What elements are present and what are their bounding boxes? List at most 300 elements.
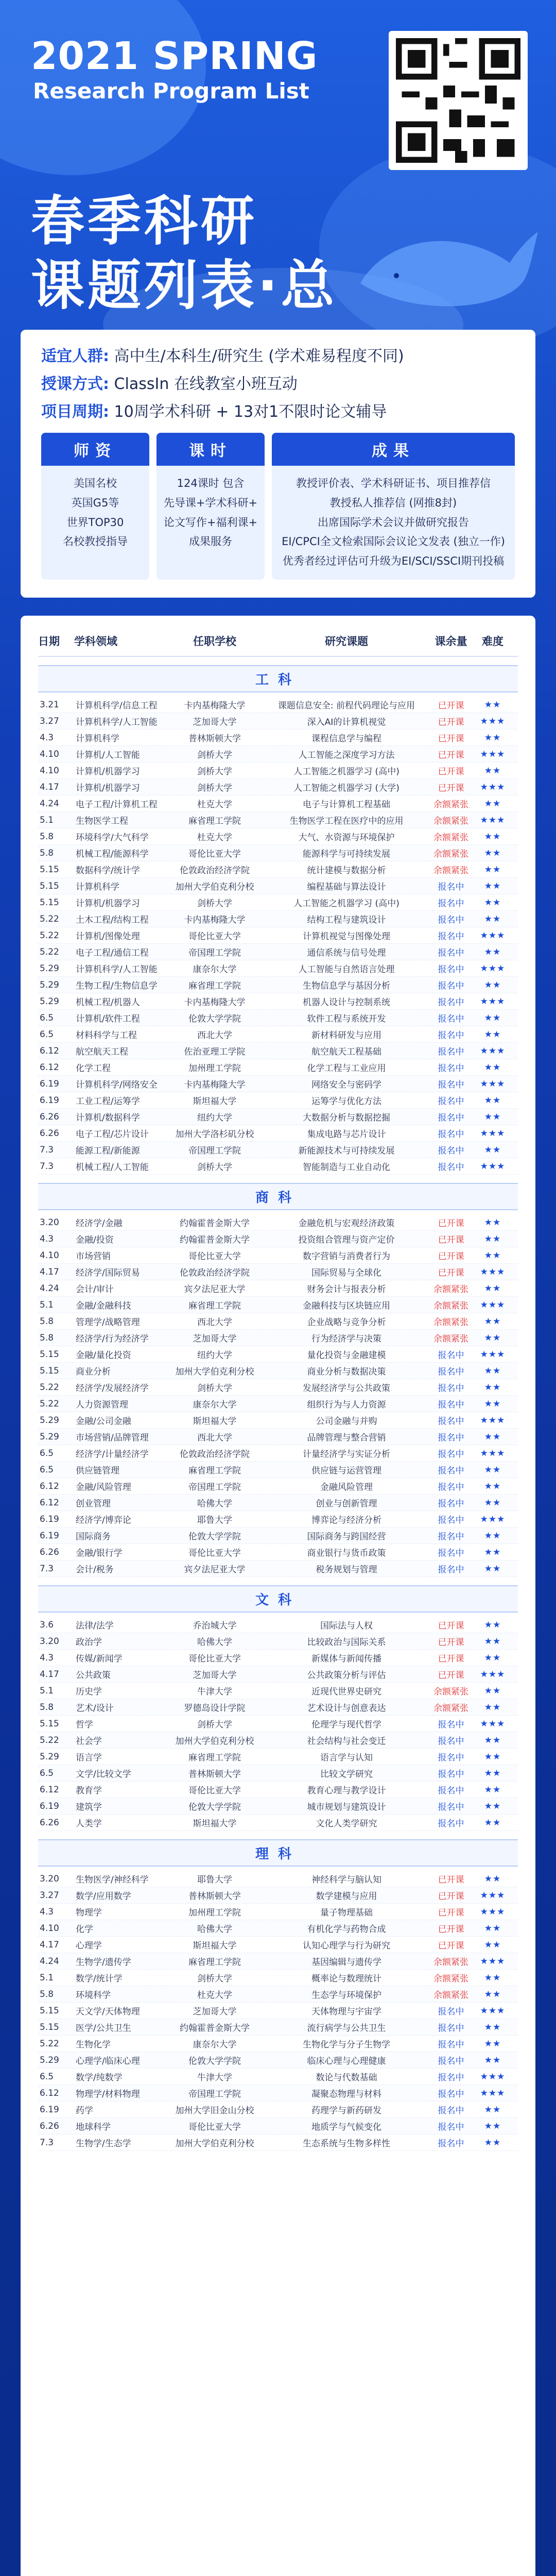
row-difficulty: ★★★ <box>480 1514 506 1524</box>
row-school: 宾夕法尼亚大学 <box>184 1284 246 1295</box>
section-rows <box>38 1617 518 1831</box>
row-status: 已开课 <box>438 1908 464 1918</box>
row-field: 化学 <box>76 1924 93 1935</box>
row-status: 已开课 <box>438 734 464 744</box>
row-date: 6.12 <box>40 1045 59 1056</box>
table-header <box>38 628 518 657</box>
result-column-body <box>272 466 515 580</box>
row-status: 已开课 <box>438 1670 464 1681</box>
section-rows <box>38 1214 518 1577</box>
row-status: 报名中 <box>438 1736 464 1747</box>
table-row <box>38 1043 518 1059</box>
row-field: 计算机科学 <box>76 734 119 744</box>
row-school: 剑桥大学 <box>197 1974 232 1984</box>
section-title: 文科 <box>38 1585 518 1613</box>
row-status: 报名中 <box>438 2023 464 2033</box>
row-topic: 供应链与运营管理 <box>311 1466 381 1476</box>
row-topic: 新材料研发与应用 <box>311 1030 381 1041</box>
row-difficulty: ★★ <box>484 1250 501 1261</box>
row-school: 卡内基梅隆大学 <box>184 1080 246 1090</box>
row-status: 报名中 <box>438 1096 464 1107</box>
row-status: 报名中 <box>438 1014 464 1024</box>
row-topic: 能源科学与可持续发展 <box>303 849 390 859</box>
row-topic: 比较政治与国际关系 <box>307 1637 386 1648</box>
info-mode <box>41 375 515 394</box>
table-row <box>38 1158 518 1175</box>
row-status: 报名中 <box>438 1047 464 1057</box>
result-item: 教授私人推荐信 (网推8封) <box>329 496 457 509</box>
row-status: 报名中 <box>438 1063 464 1074</box>
row-school: 芝加哥大学 <box>193 1334 237 1344</box>
row-field: 金融/银行学 <box>76 1548 123 1558</box>
teacher-item: 英国G5等 <box>71 496 119 509</box>
row-date: 6.12 <box>40 1784 59 1795</box>
row-status: 报名中 <box>438 1466 464 1476</box>
row-topic: 生态学与环境保护 <box>311 1990 381 2001</box>
row-school: 芝加哥大学 <box>193 1670 237 1681</box>
row-school: 牛津大学 <box>197 2073 232 2083</box>
row-difficulty: ★★ <box>484 2055 501 2065</box>
table-row <box>38 2019 518 2036</box>
row-field: 能源工程/新能源 <box>76 1146 140 1156</box>
row-difficulty: ★★ <box>484 798 501 809</box>
row-difficulty: ★★ <box>484 880 501 891</box>
row-field: 化学工程 <box>76 1063 111 1074</box>
row-topic: 统计建模与数据分析 <box>307 866 386 876</box>
table-row <box>38 1346 518 1363</box>
section-title: 工科 <box>38 665 518 692</box>
row-status: 报名中 <box>438 1113 464 1123</box>
table-row <box>38 927 518 944</box>
row-topic: 生物信息学与基因分析 <box>303 981 390 991</box>
row-difficulty: ★★ <box>484 1464 501 1475</box>
row-field: 机械工程/能源科学 <box>76 849 149 859</box>
hours-item: 论文写作+福利课+ <box>163 516 258 529</box>
row-date: 6.19 <box>40 1514 59 1524</box>
table-row <box>38 1798 518 1815</box>
row-status: 已开课 <box>438 1637 464 1648</box>
result-item: 优秀者经过评估可升级为EI/SCI/SSCI期刊投稿 <box>282 555 505 568</box>
row-difficulty: ★★★ <box>480 1045 506 1056</box>
row-school: 哈佛大学 <box>197 1924 232 1935</box>
row-school: 伦敦政治经济学院 <box>180 866 250 876</box>
row-field: 计算机/数据科学 <box>76 1113 140 1123</box>
table-row <box>38 1462 518 1478</box>
row-date: 6.19 <box>40 1801 59 1811</box>
row-date: 5.15 <box>40 2022 59 2032</box>
table-row <box>38 1511 518 1528</box>
row-topic: 金融风险管理 <box>320 1482 373 1493</box>
row-difficulty: ★★ <box>484 1095 501 1106</box>
table-row <box>38 977 518 993</box>
row-date: 5.29 <box>40 1431 59 1442</box>
row-field: 计算机科学/信息工程 <box>76 701 158 711</box>
teacher-item: 名校教授指导 <box>63 535 128 548</box>
info-mode-key: 授课方式: <box>41 375 109 393</box>
table-row <box>38 1280 518 1297</box>
table-row <box>38 1445 518 1462</box>
row-school: 耶鲁大学 <box>197 1875 232 1885</box>
row-date: 6.5 <box>40 1464 54 1475</box>
table-row <box>38 1815 518 1831</box>
table-row <box>38 1125 518 1142</box>
table-row <box>38 894 518 911</box>
row-difficulty: ★★ <box>484 913 501 924</box>
row-topic: 化学工程与工业应用 <box>307 1063 386 1074</box>
table-row <box>38 812 518 828</box>
table-row <box>38 2085 518 2102</box>
row-field: 航空航天工程 <box>76 1047 128 1057</box>
row-field: 计算机/机器学习 <box>76 783 140 793</box>
row-school: 伦敦大学学院 <box>188 1802 241 1812</box>
row-status: 余额紧张 <box>433 1317 468 1328</box>
row-school: 加州理工学院 <box>188 1063 241 1074</box>
row-difficulty: ★★ <box>484 1873 501 1884</box>
row-difficulty: ★★ <box>484 1702 501 1713</box>
hours-item: 124课时 包含 <box>177 477 245 489</box>
qr-code-icon <box>389 31 528 170</box>
row-school: 剑桥大学 <box>197 1720 232 1730</box>
info-audience-value: 高中生/本科生/研究生 (学术难易程度不同) <box>114 347 404 365</box>
row-date: 3.27 <box>40 716 59 726</box>
row-school: 罗德岛设计学院 <box>184 1703 246 1714</box>
row-topic: 航空航天工程基础 <box>311 1047 381 1057</box>
row-field: 生物医学/神经科学 <box>76 1875 149 1885</box>
row-date: 6.5 <box>40 1029 54 1040</box>
course-table <box>21 616 535 2576</box>
table-row <box>38 1765 518 1782</box>
row-status: 报名中 <box>438 981 464 991</box>
row-topic: 课程信息学与编程 <box>311 734 381 744</box>
result-item: 出席国际学术会议并做研究报告 <box>318 516 469 529</box>
row-date: 5.8 <box>40 1332 54 1343</box>
table-row <box>38 1617 518 1633</box>
row-school: 剑桥大学 <box>197 767 232 777</box>
row-difficulty: ★★ <box>484 979 501 990</box>
table-row <box>38 1528 518 1544</box>
row-difficulty: ★★ <box>484 1111 501 1122</box>
row-school: 加州大学伯克利分校 <box>175 2139 254 2149</box>
row-school: 卡内基梅隆大学 <box>184 997 246 1008</box>
row-field: 会计/审计 <box>76 1284 114 1295</box>
row-difficulty: ★★★ <box>480 716 506 726</box>
row-difficulty: ★★ <box>484 2121 501 2131</box>
row-difficulty: ★★ <box>484 1563 501 1574</box>
row-date: 5.15 <box>40 1349 59 1360</box>
row-difficulty: ★★★ <box>480 930 506 941</box>
row-status: 余额紧张 <box>433 1990 468 2001</box>
row-difficulty: ★★★ <box>480 996 506 1007</box>
row-school: 帝国理工学院 <box>188 2089 241 2099</box>
whale-icon <box>355 206 541 325</box>
row-difficulty: ★★ <box>484 1316 501 1327</box>
row-topic: 艺术设计与创意表达 <box>307 1703 386 1714</box>
row-topic: 地质学与气候变化 <box>311 2122 381 2132</box>
row-topic: 财务会计与报表分析 <box>307 1284 386 1295</box>
row-school: 哥伦比亚大学 <box>188 1786 241 1796</box>
row-date: 5.22 <box>40 1735 59 1745</box>
table-row <box>38 1782 518 1798</box>
row-topic: 量子物理基础 <box>320 1908 373 1918</box>
table-row <box>38 1076 518 1092</box>
row-topic: 凝聚态物理与材料 <box>311 2089 381 2099</box>
row-topic: 认知心理学与行为研究 <box>303 1941 390 1951</box>
row-date: 5.8 <box>40 848 54 858</box>
row-difficulty: ★★ <box>484 1735 501 1745</box>
row-field: 金融/投资 <box>76 1235 114 1245</box>
info-period <box>41 403 515 421</box>
row-school: 伦敦大学学院 <box>188 2056 241 2066</box>
row-difficulty: ★★★ <box>480 782 506 792</box>
row-field: 建筑学 <box>76 1802 102 1812</box>
row-date: 6.5 <box>40 1768 54 1778</box>
row-status: 报名中 <box>438 1769 464 1780</box>
row-school: 乔治城大学 <box>193 1621 237 1631</box>
row-topic: 商业银行与货币政策 <box>307 1548 386 1558</box>
row-date: 5.1 <box>40 1299 54 1310</box>
row-school: 麻省理工学院 <box>188 816 241 826</box>
row-status: 报名中 <box>438 1819 464 1829</box>
row-school: 哥伦比亚大学 <box>188 1251 241 1262</box>
row-status: 报名中 <box>438 1802 464 1812</box>
row-field: 金融/金融科技 <box>76 1301 131 1311</box>
row-field: 计算机/软件工程 <box>76 1014 140 1024</box>
row-difficulty: ★★ <box>484 1283 501 1294</box>
row-status: 报名中 <box>438 1146 464 1156</box>
row-school: 哥伦比亚大学 <box>188 931 241 942</box>
row-status: 报名中 <box>438 931 464 942</box>
row-topic: 国际法与人权 <box>320 1621 373 1631</box>
row-school: 伦敦政治经济学院 <box>180 1268 250 1278</box>
row-topic: 税务规划与管理 <box>316 1565 377 1575</box>
row-date: 5.22 <box>40 1398 59 1409</box>
row-topic: 电子与计算机工程基础 <box>303 800 390 810</box>
table-row <box>38 1231 518 1247</box>
row-date: 6.26 <box>40 2121 59 2131</box>
row-field: 市场营销/品牌管理 <box>76 1433 149 1443</box>
row-date: 3.20 <box>40 1636 59 1647</box>
row-field: 生物化学 <box>76 2040 111 2050</box>
row-difficulty: ★★ <box>484 2038 501 2049</box>
row-date: 5.15 <box>40 1718 59 1729</box>
header-status: 课余量 <box>435 635 467 648</box>
row-status: 报名中 <box>438 964 464 975</box>
hours-column-head: 课时 <box>157 433 265 466</box>
row-field: 地球科学 <box>76 2122 111 2132</box>
info-period-value: 10周学术科研 + 13对1不限时论文辅导 <box>114 403 387 421</box>
row-school: 伦敦政治经济学院 <box>180 1449 250 1460</box>
row-field: 物理学/材料物理 <box>76 2089 140 2099</box>
row-status: 余额紧张 <box>433 816 468 826</box>
row-status: 余额紧张 <box>433 1974 468 1984</box>
row-difficulty: ★★ <box>484 1365 501 1376</box>
row-topic: 通信系统与信号处理 <box>307 948 386 958</box>
row-date: 5.8 <box>40 1702 54 1713</box>
row-date: 4.24 <box>40 1956 59 1967</box>
row-topic: 商业分析与数据决策 <box>307 1367 386 1377</box>
row-date: 5.29 <box>40 1415 59 1426</box>
row-topic: 人工智能之机器学习 (高中) <box>293 767 399 777</box>
row-status: 报名中 <box>438 1383 464 1394</box>
row-topic: 网络安全与密码学 <box>311 1080 381 1090</box>
row-status: 报名中 <box>438 915 464 925</box>
row-difficulty: ★★ <box>484 1029 501 1040</box>
row-status: 报名中 <box>438 1532 464 1542</box>
row-topic: 机器人设计与控制系统 <box>303 997 390 1008</box>
row-difficulty: ★★ <box>484 897 501 908</box>
row-field: 教育学 <box>76 1786 102 1796</box>
row-topic: 城市规划与建筑设计 <box>307 1802 386 1812</box>
row-field: 金融/公司金融 <box>76 1416 131 1427</box>
row-school: 康奈尔大学 <box>193 964 237 975</box>
row-date: 4.17 <box>40 1266 59 1277</box>
row-date: 3.27 <box>40 1890 59 1901</box>
table-row <box>38 1716 518 1732</box>
row-school: 麻省理工学院 <box>188 981 241 991</box>
row-school: 哥伦比亚大学 <box>188 849 241 859</box>
row-school: 普林斯顿大学 <box>188 734 241 744</box>
row-difficulty: ★★★ <box>480 1415 506 1426</box>
row-field: 计算机科学/人工智能 <box>76 964 158 975</box>
row-status: 报名中 <box>438 948 464 958</box>
row-status: 报名中 <box>438 1449 464 1460</box>
table-row <box>38 1887 518 1904</box>
row-school: 剑桥大学 <box>197 1383 232 1394</box>
row-status: 余额紧张 <box>433 866 468 876</box>
table-row <box>38 1970 518 1986</box>
table-row <box>38 1937 518 1953</box>
row-field: 哲学 <box>76 1720 93 1730</box>
row-topic: 教育心理与教学设计 <box>307 1786 386 1796</box>
row-difficulty: ★★ <box>484 1217 501 1228</box>
row-field: 材料科学与工程 <box>76 1030 137 1041</box>
row-field: 土木工程/结构工程 <box>76 915 149 925</box>
result-item: EI/CPCI全文检索国际会议论文发表 (独立一作) <box>282 535 505 548</box>
row-field: 药学 <box>76 2106 93 2116</box>
row-field: 文学/比较文学 <box>76 1769 131 1780</box>
table-row <box>38 1379 518 1396</box>
row-difficulty: ★★★ <box>480 1266 506 1277</box>
row-difficulty: ★★★ <box>480 1669 506 1680</box>
row-status: 余额紧张 <box>433 1687 468 1697</box>
row-difficulty: ★★★ <box>480 749 506 759</box>
table-row <box>38 1330 518 1346</box>
row-status: 余额紧张 <box>433 1334 468 1344</box>
hours-column-body <box>157 466 265 560</box>
row-difficulty: ★★ <box>484 1751 501 1762</box>
teacher-column-body <box>41 466 149 560</box>
table-row <box>38 1544 518 1561</box>
table-row <box>38 2118 518 2134</box>
row-topic: 计量经济学与实证分析 <box>303 1449 390 1460</box>
row-school: 西北大学 <box>197 1433 232 1443</box>
row-topic: 人工智能之深度学习方法 <box>298 750 395 760</box>
row-field: 会计/税务 <box>76 1565 114 1575</box>
row-date: 7.3 <box>40 1161 54 1172</box>
row-date: 4.24 <box>40 1283 59 1294</box>
row-difficulty: ★★★ <box>480 1448 506 1459</box>
row-school: 普林斯顿大学 <box>188 1891 241 1902</box>
row-difficulty: ★★★ <box>480 1161 506 1172</box>
row-school: 剑桥大学 <box>197 899 232 909</box>
row-difficulty: ★★★ <box>480 1349 506 1360</box>
row-school: 斯坦福大学 <box>193 1096 237 1107</box>
row-school: 加州大学伯克利分校 <box>175 1736 254 1747</box>
row-status: 报名中 <box>438 1080 464 1090</box>
row-topic: 课题信息安全: 前程代码理论与应用 <box>277 701 415 711</box>
result-item: 教授评价表、学术科研证书、项目推荐信 <box>296 477 491 489</box>
row-field: 心理学 <box>76 1941 102 1951</box>
info-audience-key: 适宜人群: <box>41 347 109 365</box>
row-topic: 国际商务与跨国经营 <box>307 1532 386 1542</box>
table-row <box>38 730 518 746</box>
row-status: 已开课 <box>438 1654 464 1664</box>
row-date: 5.8 <box>40 1316 54 1327</box>
row-date: 4.3 <box>40 1652 54 1663</box>
row-date: 6.12 <box>40 1481 59 1492</box>
row-topic: 语言学与认知 <box>320 1753 373 1763</box>
row-status: 已开课 <box>438 1235 464 1245</box>
row-status: 已开课 <box>438 1891 464 1902</box>
table-row <box>38 1247 518 1264</box>
row-topic: 智能制造与工业自动化 <box>303 1162 390 1173</box>
row-school: 加州大学洛杉矶分校 <box>175 1129 254 1140</box>
header-topic: 研究课题 <box>325 635 368 648</box>
row-difficulty: ★★★ <box>480 2088 506 2098</box>
row-difficulty: ★★ <box>484 1685 501 1696</box>
row-difficulty: ★★ <box>484 1784 501 1795</box>
row-topic: 文化人类学研究 <box>316 1819 377 1829</box>
row-status: 余额紧张 <box>433 849 468 859</box>
row-status: 报名中 <box>438 1350 464 1361</box>
row-topic: 天体物理与宇宙学 <box>311 2007 381 2017</box>
row-difficulty: ★★ <box>484 1636 501 1647</box>
row-school: 伦敦大学学院 <box>188 1014 241 1024</box>
table-row <box>38 1109 518 1125</box>
table-row <box>38 1683 518 1699</box>
hours-column <box>157 433 265 580</box>
row-field: 政治学 <box>76 1637 102 1648</box>
row-date: 6.12 <box>40 1497 59 1508</box>
table-row <box>38 960 518 977</box>
row-status: 报名中 <box>438 2139 464 2149</box>
row-topic: 伦理学与现代哲学 <box>311 1720 381 1730</box>
row-field: 经济学/金融 <box>76 1218 123 1229</box>
row-field: 生物学/遗传学 <box>76 1957 131 1968</box>
row-status: 已开课 <box>438 767 464 777</box>
row-school: 牛津大学 <box>197 1687 232 1697</box>
table-row <box>38 779 518 795</box>
row-school: 康奈尔大学 <box>193 2040 237 2050</box>
header <box>0 0 556 355</box>
row-school: 剑桥大学 <box>197 750 232 760</box>
row-topic: 集成电路与芯片设计 <box>307 1129 386 1140</box>
row-status: 报名中 <box>438 1499 464 1509</box>
row-topic: 药理学与新药研发 <box>311 2106 381 2116</box>
row-school: 麻省理工学院 <box>188 1957 241 1968</box>
row-difficulty: ★★★ <box>480 1906 506 1917</box>
table-row <box>38 1264 518 1280</box>
row-difficulty: ★★★ <box>480 1956 506 1967</box>
title-cn-line1: 春季科研 <box>31 190 258 252</box>
row-school: 哈佛大学 <box>197 1637 232 1648</box>
row-field: 计算机/人工智能 <box>76 750 140 760</box>
row-difficulty: ★★ <box>484 1481 501 1492</box>
row-difficulty: ★★ <box>484 699 501 710</box>
row-school: 约翰霍普金斯大学 <box>180 1235 250 1245</box>
row-status: 报名中 <box>438 882 464 892</box>
row-topic: 品牌管理与整合营销 <box>307 1433 386 1443</box>
